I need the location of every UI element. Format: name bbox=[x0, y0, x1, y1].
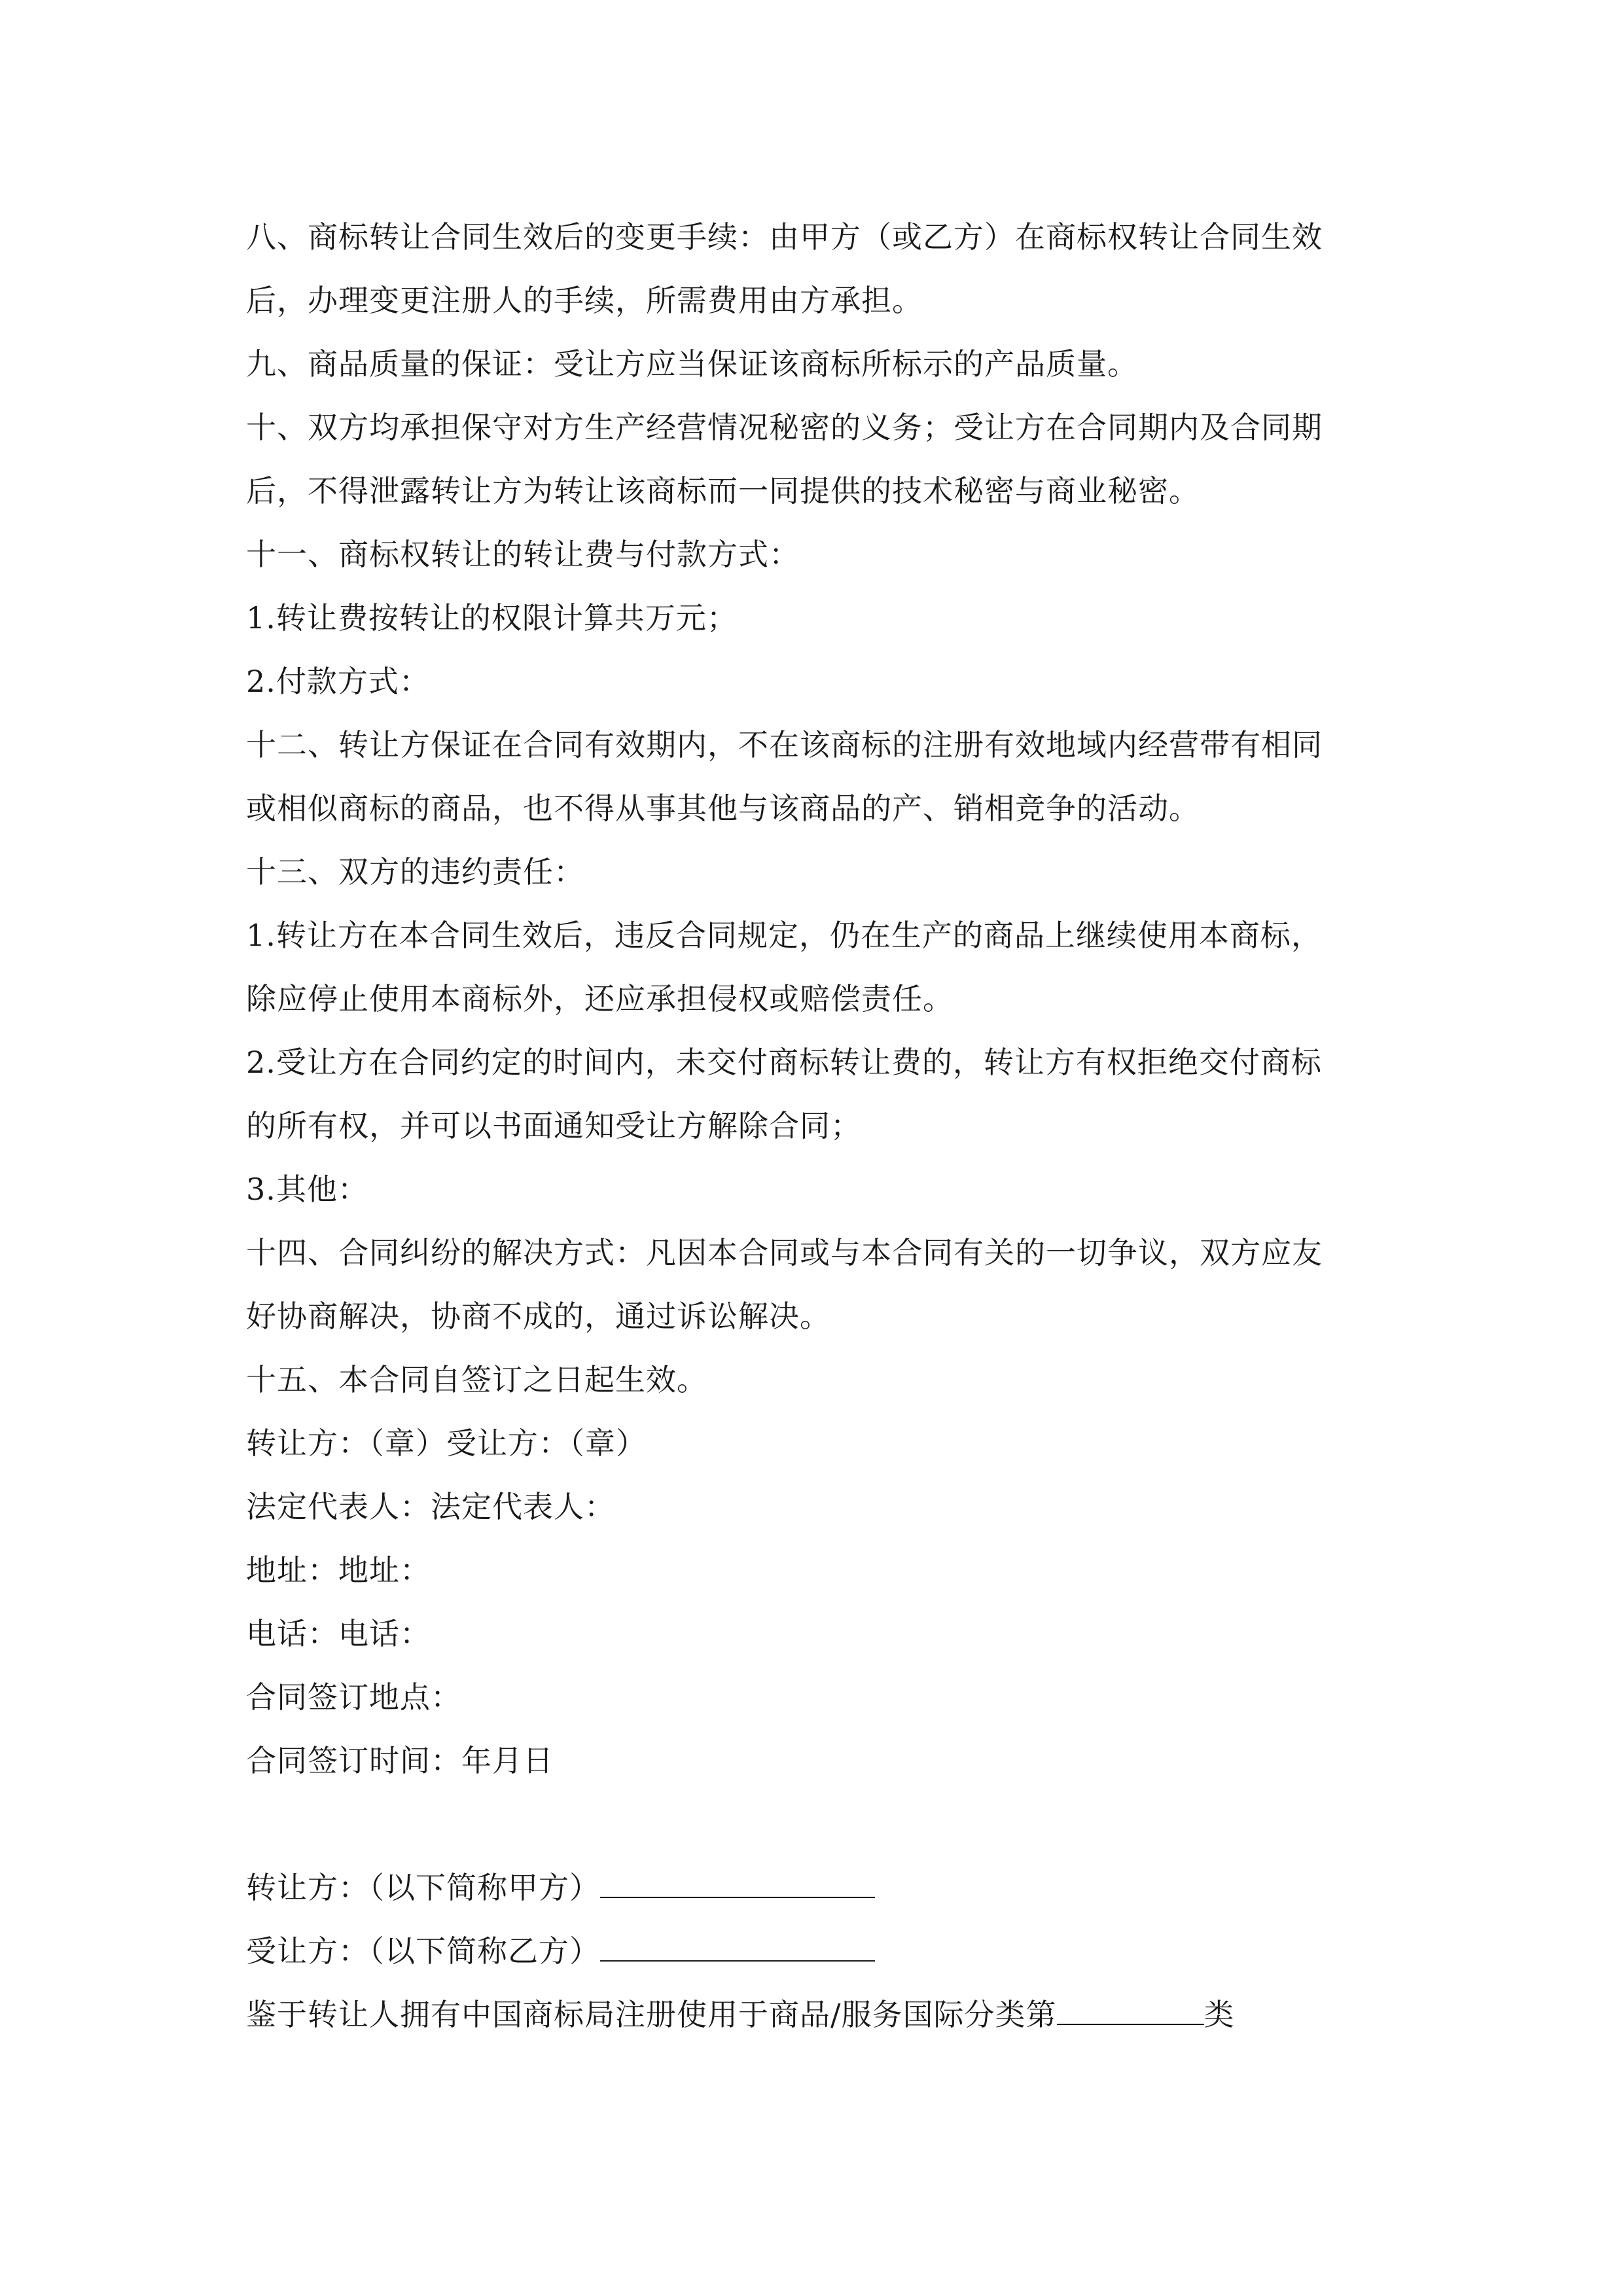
text-line: 十五、本合同自签订之日起生效。 bbox=[246, 1362, 707, 1397]
text-line: 2.付款方式： bbox=[246, 664, 430, 699]
signature-line-address: 地址：地址： bbox=[246, 1552, 431, 1588]
signature-line-parties: 转让方：（章）受让方：（章） bbox=[246, 1426, 647, 1461]
signature-line-phone: 电话：电话： bbox=[246, 1616, 431, 1651]
text-line: 八、商标转让合同生效后的变更手续：由甲方（或乙方）在商标权转让合同生效 bbox=[246, 219, 1323, 255]
document-page bbox=[246, 206, 1398, 2047]
transferee-line bbox=[246, 1920, 1398, 1983]
text-line: 后，办理变更注册人的手续，所需费用由方承担。 bbox=[246, 283, 923, 318]
text-line: 2.受让方在合同约定的时间内，未交付商标转让费的，转让方有权拒绝交付商标 bbox=[246, 1045, 1322, 1080]
text-line: 十二、转让方保证在合同有效期内，不在该商标的注册有效地域内经营带有相同 bbox=[246, 727, 1323, 762]
text-line: 十四、合同纠纷的解决方式：凡因本合同或与本合同有关的一切争议，双方应友 bbox=[246, 1235, 1323, 1270]
transferee-label: 受让方：（以下简称乙方） bbox=[246, 1933, 600, 1969]
recital-line bbox=[246, 1983, 1398, 2047]
signature-line-representatives: 法定代表人：法定代表人： bbox=[246, 1489, 615, 1524]
recital-end: 类 bbox=[1204, 1997, 1235, 2032]
class-number-blank bbox=[1057, 1983, 1204, 2025]
text-line: 好协商解决，协商不成的，通过诉讼解决。 bbox=[246, 1299, 830, 1334]
signing-date: 合同签订时间：年月日 bbox=[246, 1743, 554, 1778]
text-line: 后，不得泄露转让方为转让该商标而一同提供的技术秘密与商业秘密。 bbox=[246, 473, 1200, 509]
transferor-blank bbox=[600, 1856, 875, 1898]
transferor-label: 转让方：（以下简称甲方） bbox=[246, 1870, 600, 1905]
text-line: 的所有权，并可以书面通知受让方解除合同； bbox=[246, 1108, 861, 1143]
section-gap bbox=[246, 1793, 1398, 1856]
text-line: 十三、双方的违约责任： bbox=[246, 854, 584, 889]
text-line: 十、双方均承担保守对方生产经营情况秘密的义务；受让方在合同期内及合同期 bbox=[246, 410, 1323, 445]
signing-place: 合同签订地点： bbox=[246, 1679, 461, 1715]
text-line: 1.转让费按转让的权限计算共万元； bbox=[246, 600, 738, 636]
transferor-line bbox=[246, 1856, 1398, 1920]
text-line: 或相似商标的商品，也不得从事其他与该商品的产、销相竞争的活动。 bbox=[246, 791, 1200, 826]
text-line: 1.转让方在本合同生效后，违反合同规定，仍在生产的商品上继续使用本商标， bbox=[246, 918, 1322, 953]
transferee-blank bbox=[600, 1920, 875, 1962]
text-line: 除应停止使用本商标外，还应承担侵权或赔偿责任。 bbox=[246, 981, 954, 1016]
text-line: 3.其他： bbox=[246, 1172, 368, 1207]
text-line: 九、商品质量的保证：受让方应当保证该商标所标示的产品质量。 bbox=[246, 346, 1138, 382]
text-line: 十一、商标权转让的转让费与付款方式： bbox=[246, 537, 800, 572]
recital-start: 鉴于转让人拥有中国商标局注册使用于商品/服务国际分类第 bbox=[246, 1997, 1057, 2032]
